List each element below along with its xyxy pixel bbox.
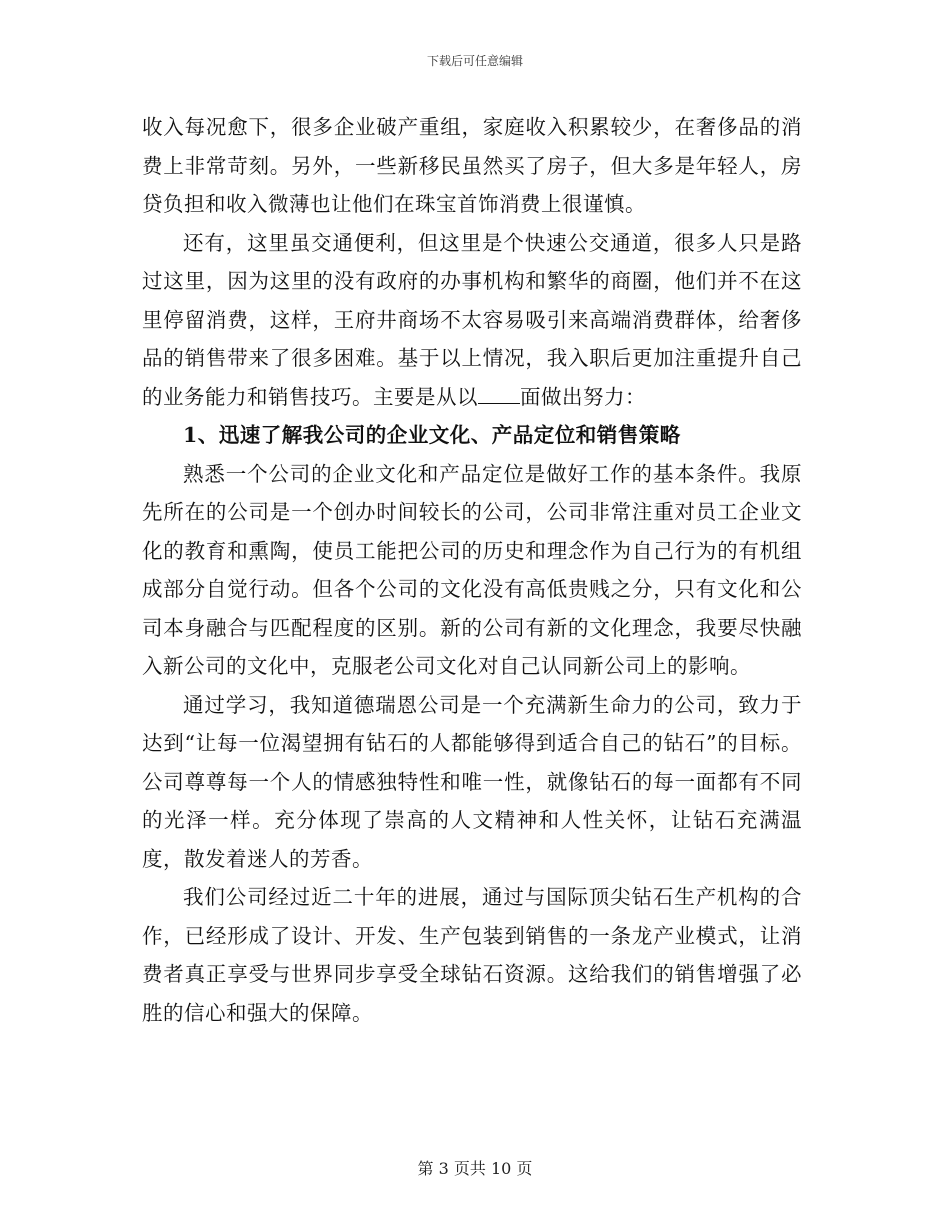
paragraph-text: 还有，这里虽交通便利，但这里是个快速公交通道，很多人只是路过这里，因为这里的没有政府的办事机构和繁华的商圈，他们并不在这里停留消费，这样，王府井商场不太容易吸引来高端消费群体，给奢侈品的销售带来了很多困难。基于以上情况，我入职后更加注重提升自己的业务能力和销售技巧。主要是从以 bbox=[142, 230, 802, 409]
paragraph-company-culture: 熟悉一个公司的企业文化和产品定位是做好工作的基本条件。我原先所在的公司是一个创办时间较长的公司，公司非常注重对员工企业文化的教育和熏陶，使员工能把公司的历史和理念作为自己行为的有机组成部分自觉行动。但各个公司的文化没有高低贵贱之分，只有文化和公司本身融合与匹配程度的区别。新的公司有新的文化理念，我要尽快融入新公司的文化中，克服老公司文化对自己认同新公司上的影响。 bbox=[142, 461, 802, 678]
section-heading: 1、迅速了解我公司的企业文化、产品定位和销售策略 bbox=[183, 423, 681, 447]
paragraph-text-end: 面做出努力： bbox=[520, 384, 646, 409]
page-number: 第 3 页共 10 页 bbox=[417, 1159, 533, 1178]
paragraph-company-development: 我们公司经过近二十年的进展，通过与国际顶尖钻石生产机构的合作，已经形成了设计、开发、生产包装到销售的一条龙产业模式，让消费者真正享受与世界同步享受全球钻石资源。这给我们的销售增强了必胜的信心和强大的保障。 bbox=[142, 885, 802, 1025]
fill-in-blank bbox=[478, 385, 520, 404]
document-body bbox=[142, 108, 802, 1032]
paragraph-continuation: 收入每况愈下，很多企业破产重组，家庭收入积累较少，在奢侈品的消费上非常苛刻。另外，一些新移民虽然买了房子，但大多是年轻人，房贷负担和收入微薄也让他们在珠宝首饰消费上很谨慎。 bbox=[142, 115, 802, 216]
paragraph-location-difficulty bbox=[142, 224, 802, 417]
page-header: 下载后可任意编辑 bbox=[426, 54, 523, 68]
paragraph-company-mission: 通过学习，我知道德瑞恩公司是一个充满新生命力的公司，致力于达到“让每一位渴望拥有钻石的人都能够得到适合自己的钻石”的目标。公司尊尊每一个人的情感独特性和唯一性，就像钻石的每一面都有不同的光泽一样。充分体现了崇高的人文精神和人性关怀，让钻石充满温度，散发着迷人的芳香。 bbox=[142, 692, 802, 871]
